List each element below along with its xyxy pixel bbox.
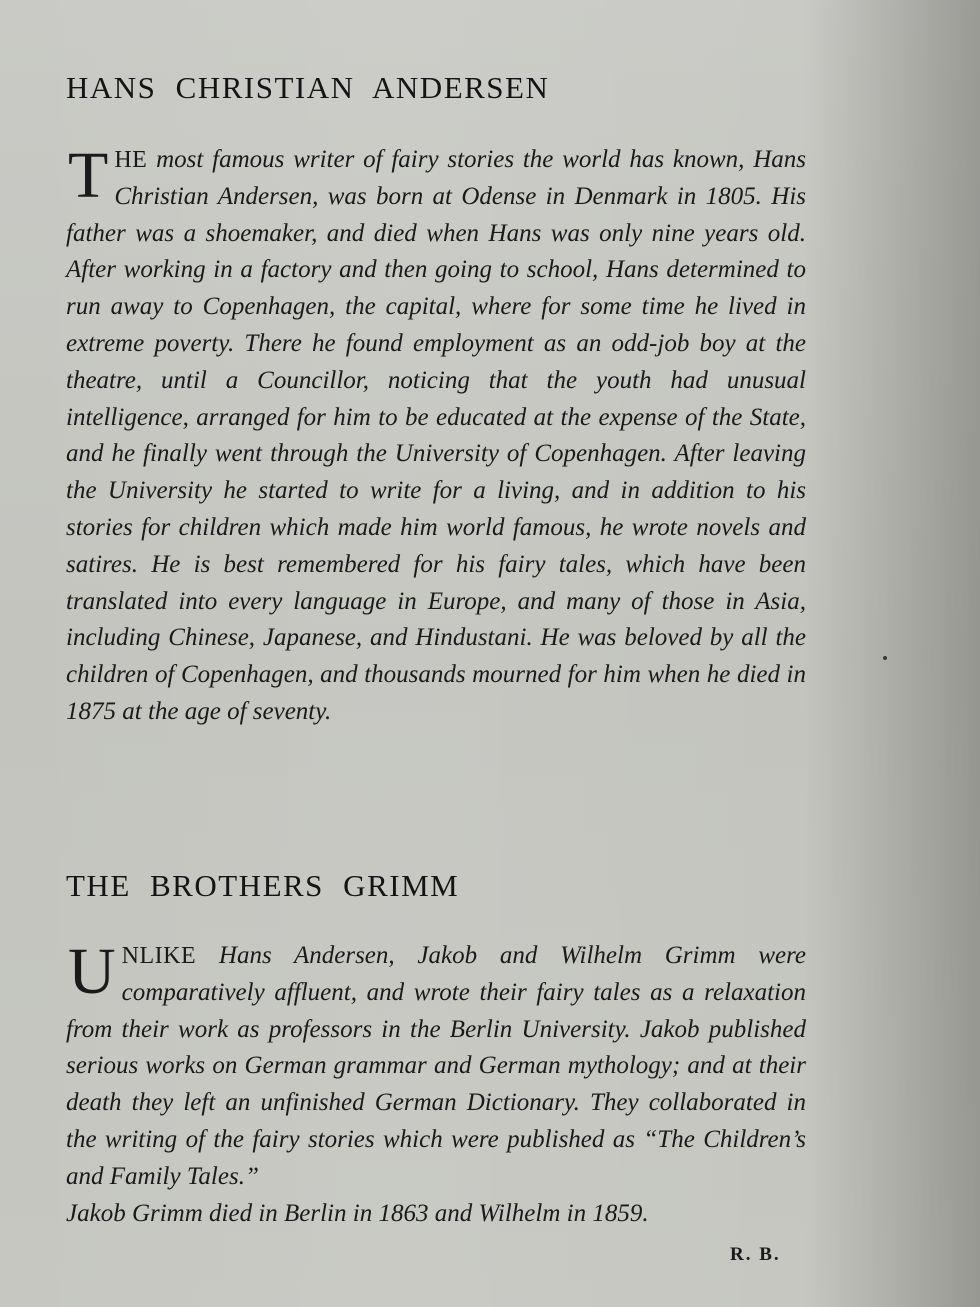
drop-cap: U — [68, 935, 116, 1008]
section-body-andersen — [66, 139, 806, 731]
paper-speck — [883, 656, 887, 660]
section-heading-andersen: HANS CHRISTIAN ANDERSEN — [66, 70, 550, 105]
section-body-grimm — [66, 935, 806, 1232]
closing-line: Jakob Grimm died in Berlin in 1863 and Wilhelm in 1859. — [66, 1199, 649, 1227]
drop-cap: T — [68, 139, 109, 212]
author-initials: R. B. — [730, 1244, 781, 1265]
paragraph-text: Hans Andersen, Jakob and Wilhelm Grimm were comparatively affluent, and wrote their fairy tales as a relaxation from their work as professors in the Berlin University. Jakob published serious works on German grammar and German mythology; and at their death they left an unfinished German Dictionary. They collaborated in the writing of the fairy stories which were published as “The Children’s and Family Tales.” — [66, 942, 806, 1190]
lead-word: NLIKE — [121, 943, 197, 969]
paragraph-text: most famous writer of fairy stories the world has known, Hans Christian Andersen, was born at Odense in Denmark in 1805. His father was a shoemaker, and died when Hans was only nine years old. After working in a factory and then going to school, Hans determined to run away to Copenhagen, the capital, where for some time he lived in extreme poverty. There he found employment as an odd-job boy at the theatre, until a Councillor, noticing that the youth had unusual intelligence, arranged for him to be educated at the expense of the State, and he finally went through the University of Copenhagen. After leaving the University he started to write for a living, and in addition to his stories for children which made him world famous, he wrote novels and satires. He is best remembered for his fairy tales, which have been translated into every language in Europe, and many of those in Asia, including Chinese, Japanese, and Hindustani. He was beloved by all the children of Copenhagen, and thousands mourned for him when he died in 1875 at the age of seventy. — [66, 146, 806, 725]
section-heading-grimm: THE BROTHERS GRIMM — [66, 868, 460, 903]
lead-word: HE — [114, 147, 148, 173]
